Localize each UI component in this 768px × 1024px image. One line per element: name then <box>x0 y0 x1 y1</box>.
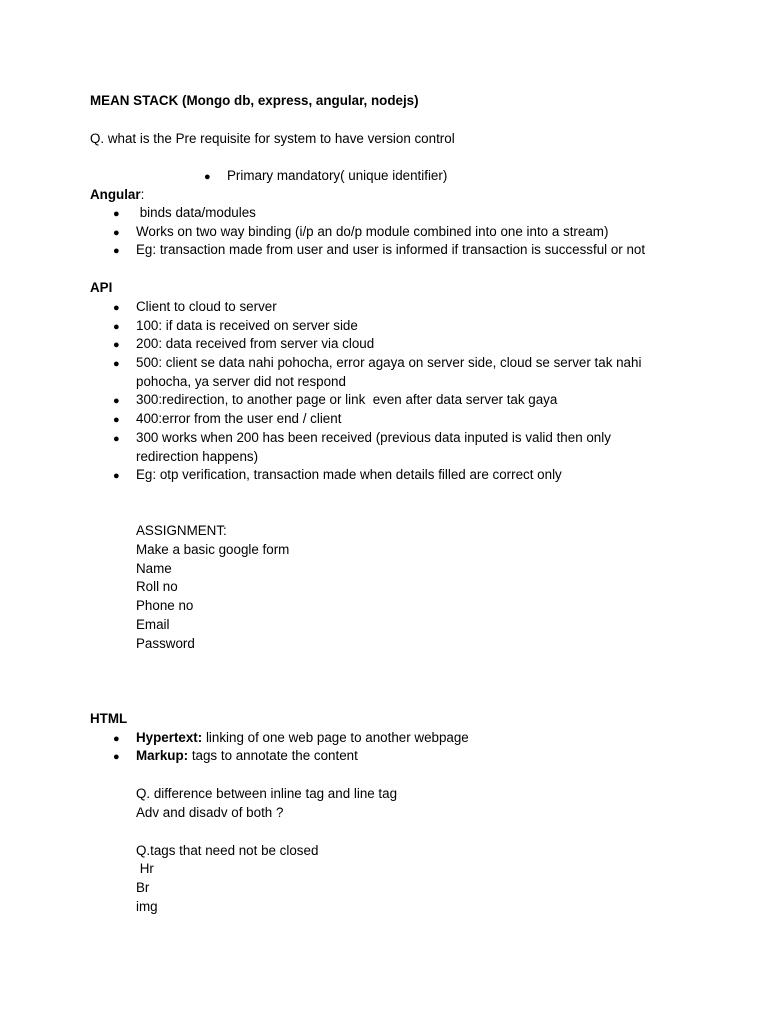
bullet-icon: ● <box>113 227 120 239</box>
api-item-text: Eg: otp verification, transaction made when details filled are correct only <box>136 467 562 482</box>
html-item-term: Hypertext: <box>136 730 203 745</box>
question-adv-disadv: Adv and disadv of both ? <box>136 805 284 820</box>
assignment-line: Name <box>136 561 172 576</box>
tag-item: Hr <box>136 861 154 876</box>
api-item-text: 400:error from the user end / client <box>136 411 342 426</box>
angular-item-text: Eg: transaction made from user and user is informed if transaction is successful or not <box>136 242 646 257</box>
bullet-icon: ● <box>113 414 120 426</box>
api-heading: API <box>90 280 113 295</box>
api-item-8 <box>113 466 562 485</box>
api-item-text: Client to cloud to server <box>136 299 277 314</box>
bullet-icon: ● <box>113 339 120 351</box>
api-item-5 <box>113 391 557 410</box>
api-item-4 <box>113 354 641 373</box>
api-item-text: 300 works when 200 has been received (previous data inputed is valid then only <box>136 430 611 445</box>
api-item-text: 300:redirection, to another page or link even after data server tak gaya <box>136 392 558 407</box>
html-item-markup <box>113 747 358 766</box>
bullet-icon: ● <box>113 470 120 482</box>
prereq-text: Primary mandatory( unique identifier) <box>227 168 448 183</box>
angular-heading-colon: : <box>140 187 145 202</box>
api-item-7 <box>113 429 611 448</box>
assignment-line: Roll no <box>136 579 178 594</box>
angular-item-1 <box>113 204 256 223</box>
assignment-line: Phone no <box>136 598 194 613</box>
bullet-icon: ● <box>113 245 120 257</box>
api-item-text: 100: if data is received on server side <box>136 318 358 333</box>
page-title: MEAN STACK (Mongo db, express, angular, nodejs) <box>90 93 419 108</box>
api-item-2 <box>113 317 358 336</box>
bullet-icon: ● <box>113 208 120 220</box>
assignment-line: Password <box>136 636 195 651</box>
bullet-icon: ● <box>113 395 120 407</box>
bullet-icon: ● <box>113 733 120 745</box>
angular-item-2 <box>113 223 608 242</box>
angular-item-3 <box>113 241 645 260</box>
angular-heading-text: Angular <box>90 187 141 202</box>
prereq-list-item <box>204 167 447 186</box>
api-item-3 <box>113 335 374 354</box>
bullet-icon: ● <box>113 321 120 333</box>
html-heading: HTML <box>90 711 128 726</box>
bullet-icon: ● <box>113 358 120 370</box>
angular-heading <box>90 186 144 204</box>
assignment-heading: ASSIGNMENT: <box>136 523 227 538</box>
assignment-line: Email <box>136 617 170 632</box>
assignment-line: Make a basic google form <box>136 542 290 557</box>
question-version-control: Q. what is the Pre requisite for system to have version control <box>90 131 455 146</box>
bullet-icon: ● <box>113 751 120 763</box>
api-item-text: 500: client se data nahi pohocha, error agaya on server side, cloud se server tak nahi <box>136 355 642 370</box>
question-inline-tag: Q. difference between inline tag and line tag <box>136 786 398 801</box>
html-item-term: Markup: <box>136 748 189 763</box>
html-item-hypertext <box>113 729 469 748</box>
tag-item: Br <box>136 880 150 895</box>
bullet-icon: ● <box>204 171 211 183</box>
api-item-4-continued: pohocha, ya server did not respond <box>136 374 346 389</box>
api-item-6 <box>113 410 341 429</box>
api-item-text: 200: data received from server via cloud <box>136 336 375 351</box>
tag-item: img <box>136 899 158 914</box>
bullet-icon: ● <box>113 302 120 314</box>
bullet-icon: ● <box>113 433 120 445</box>
html-item-text: tags to annotate the content <box>188 748 358 763</box>
angular-item-text: binds data/modules <box>136 205 256 220</box>
api-item-1 <box>113 298 277 317</box>
angular-item-text: Works on two way binding (i/p an do/p module combined into one into a stream) <box>136 224 609 239</box>
html-item-text: linking of one web page to another webpage <box>202 730 469 745</box>
api-item-7-continued: redirection happens) <box>136 449 259 464</box>
question-unclosed-tags: Q.tags that need not be closed <box>136 843 319 858</box>
